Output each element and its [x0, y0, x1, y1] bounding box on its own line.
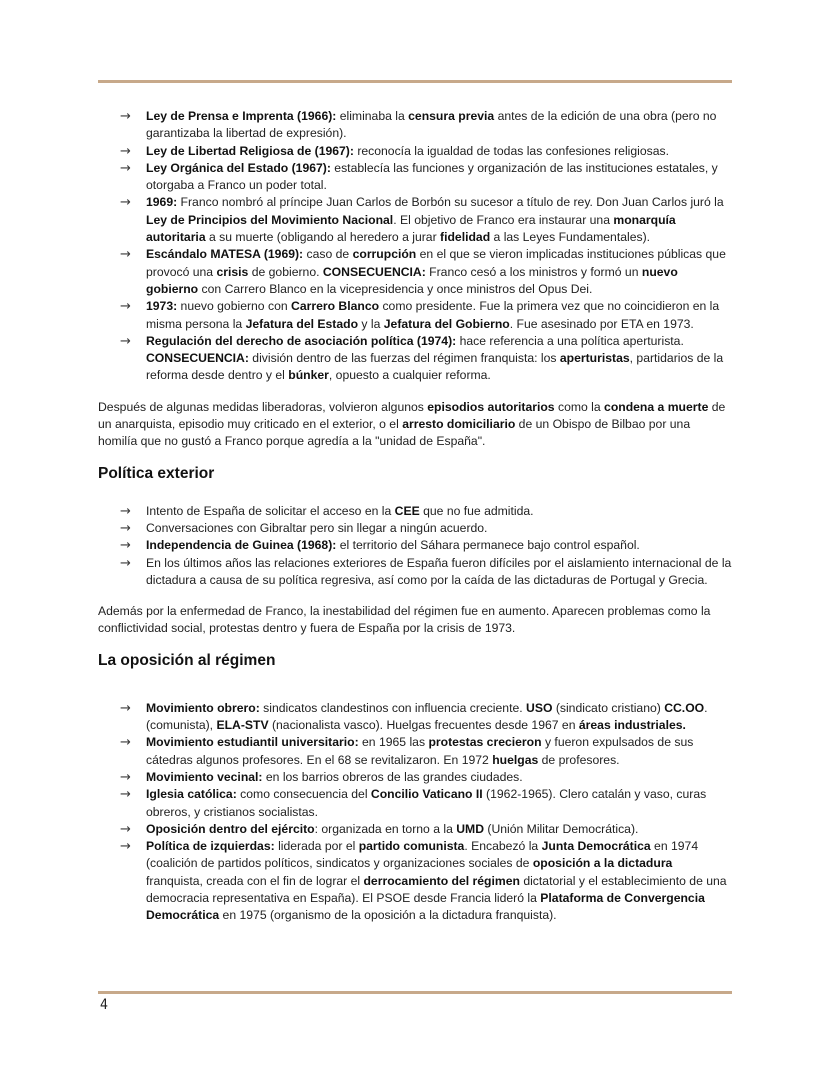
bold-text: Concilio Vaticano II [370, 787, 483, 802]
arrow-right-icon: → [120, 839, 131, 855]
bold-text: crisis [216, 264, 249, 279]
text-run: con Carrero Blanco en la vicepresidencia y once ministros del Opus Dei. [198, 281, 593, 296]
text-run: de un anarquista, episodio muy criticado en el exterior, o el [98, 399, 726, 432]
text-run: que no fue admitida. [419, 503, 534, 518]
text-run: nuevo gobierno con [177, 299, 292, 314]
politica-exterior-list [98, 503, 732, 589]
arrow-right-icon: → [120, 109, 131, 124]
text-run: caso de [303, 247, 353, 262]
bold-text: Movimiento estudiantil universitario: [146, 735, 359, 750]
list-item [98, 333, 732, 385]
paragraph-inestabilidad [98, 603, 732, 638]
text-run: de un Obispo de Bilbao por una homilía que no gustó a Franco porque agredía a la "unidad de España". [98, 417, 691, 449]
header-rule [98, 80, 732, 83]
arrow-right-icon: → [120, 160, 131, 176]
text-run: en los barrios obreros de las grandes ciudades. [262, 769, 523, 784]
text-run: franquista, creada con el fin de lograr el [146, 873, 364, 888]
text-run: establecía las funciones y organización de las instituciones estatales, y otorgaba a Franco un poder total. [146, 160, 718, 193]
text-run: Franco nombró al príncipe Juan Carlos de Borbón su sucesor a título de rey. Don Juan Carlos juró la [177, 195, 724, 210]
text-run: antes de la edición de una obra (pero no garantizaba la libertad de expresión). [146, 109, 717, 141]
list-item [98, 520, 732, 537]
bold-text: ELA-STV [216, 718, 269, 733]
text-run: , opuesto a cualquier reforma. [328, 368, 491, 383]
arrow-right-icon: → [120, 700, 131, 716]
list-item [98, 838, 732, 924]
bold-text: censura previa [408, 109, 495, 123]
bold-text: oposición a la dictadura [532, 856, 673, 871]
bold-text: CONSECUENCIA: [146, 351, 249, 366]
text-run: eliminaba la [336, 109, 409, 123]
leyes-list [98, 108, 732, 385]
list-item [98, 160, 732, 195]
bold-text: fidelidad [440, 230, 491, 245]
arrow-right-icon: → [120, 735, 131, 751]
bold-text: Movimiento vecinal: [146, 769, 263, 784]
bold-text: Regulación del derecho de asociación política (1974): [146, 333, 457, 348]
bold-text: Independencia de Guinea (1968): [146, 538, 337, 553]
text-run: en 1974 (coalición de partidos políticos, sindicatos y organizaciones sociales de [146, 839, 699, 871]
bold-text: protestas crecieron [428, 735, 542, 750]
arrow-right-icon: → [120, 769, 131, 785]
arrow-right-icon: → [120, 195, 131, 211]
arrow-right-icon: → [120, 520, 131, 536]
footer-rule [98, 991, 732, 994]
bold-text: corrupción [352, 247, 417, 262]
bold-text: episodios autoritarios [427, 399, 555, 414]
bold-text: monarquía autoritaria [146, 212, 676, 245]
bold-text: aperturistas [559, 351, 630, 366]
list-item [98, 537, 732, 554]
text-run: de profesores. [538, 752, 620, 767]
text-run: Conversaciones con Gibraltar pero sin llegar a ningún acuerdo. [146, 520, 488, 535]
text-run: a las Leyes Fundamentales). [490, 230, 651, 245]
bold-text: Plataforma de Convergencia Democrática [146, 890, 705, 923]
text-run: Franco cesó a los ministros y formó un [425, 264, 642, 279]
text-run: Después de algunas medidas liberadoras, volvieron algunos [98, 399, 428, 414]
bold-text: UMD [456, 821, 484, 836]
list-item [98, 734, 732, 769]
text-run: . Fue asesinado por ETA en 1973. [509, 316, 694, 331]
list-item [98, 700, 732, 735]
arrow-right-icon: → [120, 787, 131, 803]
bold-text: Política de izquierdas: [146, 839, 275, 854]
heading-politica-exterior: Política exterior [98, 464, 215, 482]
bold-text: Iglesia católica: [146, 787, 237, 802]
text-run: y la [358, 316, 384, 331]
text-run: . El objetivo de Franco era instaurar una [393, 212, 614, 227]
list-item [98, 555, 732, 590]
text-run: . (comunista), [146, 700, 708, 733]
bold-text: Ley de Principios del Movimiento Nacional [146, 212, 394, 227]
bold-text: CEE [394, 503, 420, 518]
list-item [98, 821, 732, 838]
text-run: dictatorial y el establecimiento de una democracia representativa en España). El PSOE desde Francia lideró la [146, 873, 727, 905]
arrow-right-icon: → [120, 247, 131, 263]
bold-text: Jefatura del Gobierno [383, 316, 510, 331]
bold-text: Carrero Blanco [291, 299, 380, 314]
bold-text: Ley Orgánica del Estado (1967): [146, 160, 331, 175]
text-run: reconocía la igualdad de todas las confesiones religiosas. [353, 143, 669, 158]
arrow-right-icon: → [120, 821, 131, 837]
list-item [98, 108, 732, 143]
bold-text: USO [526, 700, 553, 715]
text-run: (sindicato cristiano) [552, 700, 665, 715]
text-run: de gobierno. [248, 264, 323, 279]
bold-text: Movimiento obrero: [146, 700, 260, 715]
text-run: : organizada en torno a la [314, 821, 457, 836]
page-content [98, 108, 732, 925]
text-run: como consecuencia del [236, 787, 371, 802]
text-run: división dentro de las fuerzas del régimen franquista: los [248, 351, 560, 366]
text-run: en el que se vieron implicadas instituciones públicas que provocó una [146, 247, 726, 279]
bold-text: Junta Democrática [541, 839, 651, 854]
page-number: 4 [100, 997, 109, 1013]
oposicion-list [98, 700, 732, 925]
bold-text: 1969: [146, 195, 178, 210]
text-run: Además por la enfermedad de Franco, la inestabilidad del régimen fue en aumento. Aparecen problemas como la conflictividad social, protestas dentro y fuera de España por la crisis de 1973. [98, 604, 711, 636]
bold-text: derrocamiento del régimen [363, 873, 520, 888]
bold-text: Jefatura del Estado [245, 316, 359, 331]
bold-text: Oposición dentro del ejército [146, 821, 315, 836]
text-run: (Unión Militar Democrática). [484, 821, 639, 836]
text-run: como la [554, 399, 605, 414]
list-item [98, 143, 732, 160]
arrow-right-icon: → [120, 299, 131, 315]
text-run: . Encabezó la [464, 839, 542, 854]
text-run: sindicatos clandestinos con influencia creciente. [259, 700, 527, 715]
bold-text: condena a muerte [604, 399, 709, 414]
text-run: En los últimos años las relaciones exteriores de España fueron difíciles por el aislamiento internacional de la dictadura a causa de su política regresiva, así como por la caída de las dictaduras de Portugal y Grecia. [146, 555, 732, 587]
bold-text: huelgas [492, 752, 539, 767]
heading-oposicion: La oposición al régimen [98, 651, 276, 669]
bold-text: Escándalo MATESA (1969): [146, 247, 304, 262]
paragraph-autoritarios [98, 399, 732, 451]
list-item [98, 298, 732, 333]
text-run: (nacionalista vasco). Huelgas frecuentes desde 1967 en [268, 718, 579, 733]
list-item [98, 503, 732, 520]
text-run: en 1965 las [358, 735, 429, 750]
bold-text: 1973: [146, 299, 178, 314]
text-run: liderada por el [274, 839, 359, 854]
text-run: y fueron expulsados de sus cátedras algunos profesores. En el 68 se revitalizaron. En 1972 [146, 735, 694, 767]
list-item [98, 246, 732, 298]
arrow-right-icon: → [120, 555, 131, 571]
arrow-right-icon: → [120, 143, 131, 159]
bold-text: áreas industriales. [578, 718, 686, 733]
bold-text: partido comunista [358, 839, 465, 854]
bold-text: CONSECUENCIA: [322, 264, 426, 279]
text-run: en 1975 (organismo de la oposición a la dictadura franquista). [219, 908, 557, 923]
list-item [98, 769, 732, 786]
bold-text: Ley de Prensa e Imprenta (1966): [146, 109, 337, 123]
text-run: (1962-1965). Clero catalán y vaso, curas obreros, y cristianos socialistas. [146, 787, 707, 819]
text-run: a su muerte (obligando al heredero a jurar [205, 230, 441, 245]
bold-text: CC.OO [664, 700, 705, 715]
arrow-right-icon: → [120, 333, 131, 349]
text-run: hace referencia a una política aperturista. [456, 333, 684, 348]
text-run: Intento de España de solicitar el acceso en la [146, 503, 395, 518]
bold-text: búnker [288, 368, 329, 383]
bold-text: arresto domiciliario [402, 417, 516, 432]
arrow-right-icon: → [120, 503, 131, 519]
text-run: , partidarios de la reforma desde dentro y el [146, 351, 724, 383]
text-run: como presidente. Fue la primera vez que no coincidieron en la misma persona la [146, 299, 720, 331]
list-item [98, 786, 732, 821]
bold-text: Ley de Libertad Religiosa de (1967): [146, 143, 354, 158]
list-item [98, 194, 732, 246]
bold-text: nuevo gobierno [146, 264, 678, 296]
arrow-right-icon: → [120, 538, 131, 554]
text-run: el territorio del Sáhara permanece bajo control español. [336, 538, 640, 553]
